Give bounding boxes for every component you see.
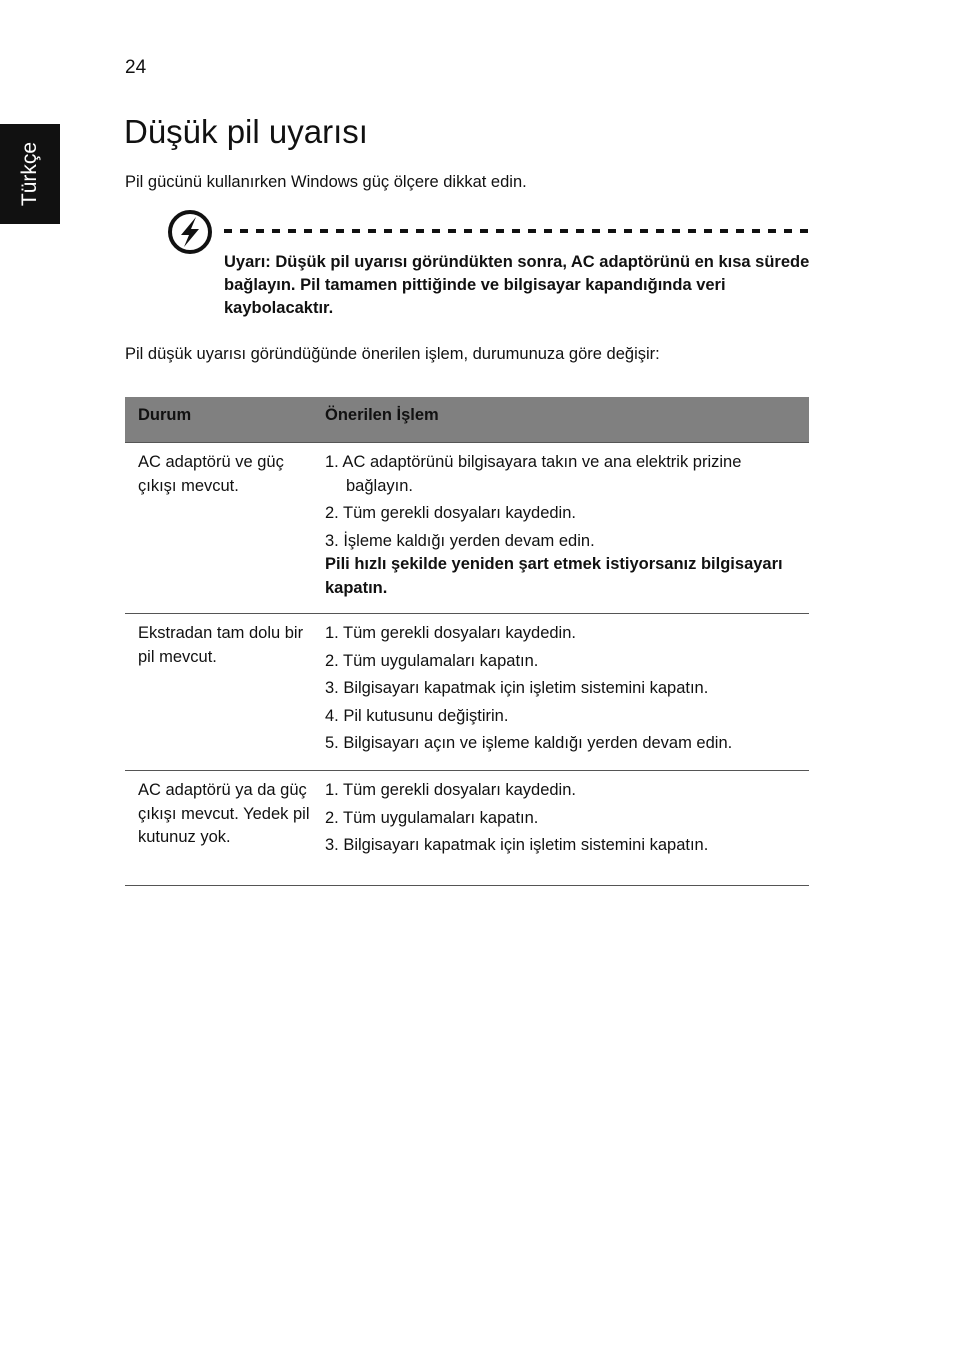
action-step: 2. Tüm gerekli dosyaları kaydedin. — [325, 504, 576, 522]
warning-dashed-rule — [224, 229, 810, 233]
condition-cell: AC adaptörü ya da güç çıkışı mevcut. Yedek pil kutunuz yok. — [138, 781, 310, 846]
condition-cell: AC adaptörü ve güç çıkışı mevcut. — [138, 453, 284, 495]
action-step: 3. İşleme kaldığı yerden devam edin. — [325, 531, 595, 550]
recommended-action-table — [125, 397, 809, 886]
action-step: 2. Tüm uygulamaları kapatın. — [325, 808, 539, 827]
action-step: 1. Tüm gerekli dosyaları kaydedin. — [325, 624, 576, 642]
table-header — [125, 397, 809, 443]
header-condition: Durum — [138, 406, 192, 424]
table-intro: Pil düşük uyarısı göründüğünde önerilen işlem, durumunuza göre değişir: — [125, 345, 660, 363]
header-action: Önerilen İşlem — [325, 406, 439, 424]
table-row — [125, 771, 809, 886]
page-number: 24 — [125, 57, 147, 78]
language-tab — [0, 124, 60, 224]
table-row — [125, 443, 809, 614]
warning-text: Uyarı: Düşük pil uyarısı göründükten sonra, AC adaptörünü en kısa sürede bağlayın. Pil tamamen pittiğinde ve bilgisayar kapandığında veri kaybolacaktır. — [224, 253, 810, 317]
action-step: 5. Bilgisayarı açın ve işleme kaldığı yerden devam edin. — [325, 734, 733, 752]
table-row — [125, 614, 809, 771]
action-step: 1. Tüm gerekli dosyaları kaydedin. — [325, 781, 576, 799]
action-cell — [325, 443, 809, 613]
action-step: 3. Bilgisayarı kapatmak için işletim sistemini kapatın. — [325, 679, 709, 697]
intro-paragraph: Pil gücünü kullanırken Windows güç ölçere dikkat edin. — [125, 173, 527, 191]
action-cell — [325, 771, 809, 885]
action-note: Pili hızlı şekilde yeniden şart etmek istiyorsanız bilgisayarı kapatın. — [325, 555, 783, 597]
language-tab-label: Türkçe — [18, 141, 41, 207]
action-step: 4. Pil kutusunu değiştirin. — [325, 706, 509, 725]
warning-bolt-icon — [167, 209, 213, 255]
action-step: 1. AC adaptörünü bilgisayara takın ve ana elektrik prizine bağlayın. — [325, 453, 742, 495]
condition-cell: Ekstradan tam dolu bir pil mevcut. — [138, 624, 304, 666]
action-step: 3. Bilgisayarı kapatmak için işletim sistemini kapatın. — [325, 836, 709, 854]
action-step: 2. Tüm uygulamaları kapatın. — [325, 651, 539, 670]
action-cell — [325, 614, 809, 770]
page-title: Düşük pil uyarısı — [124, 113, 368, 150]
